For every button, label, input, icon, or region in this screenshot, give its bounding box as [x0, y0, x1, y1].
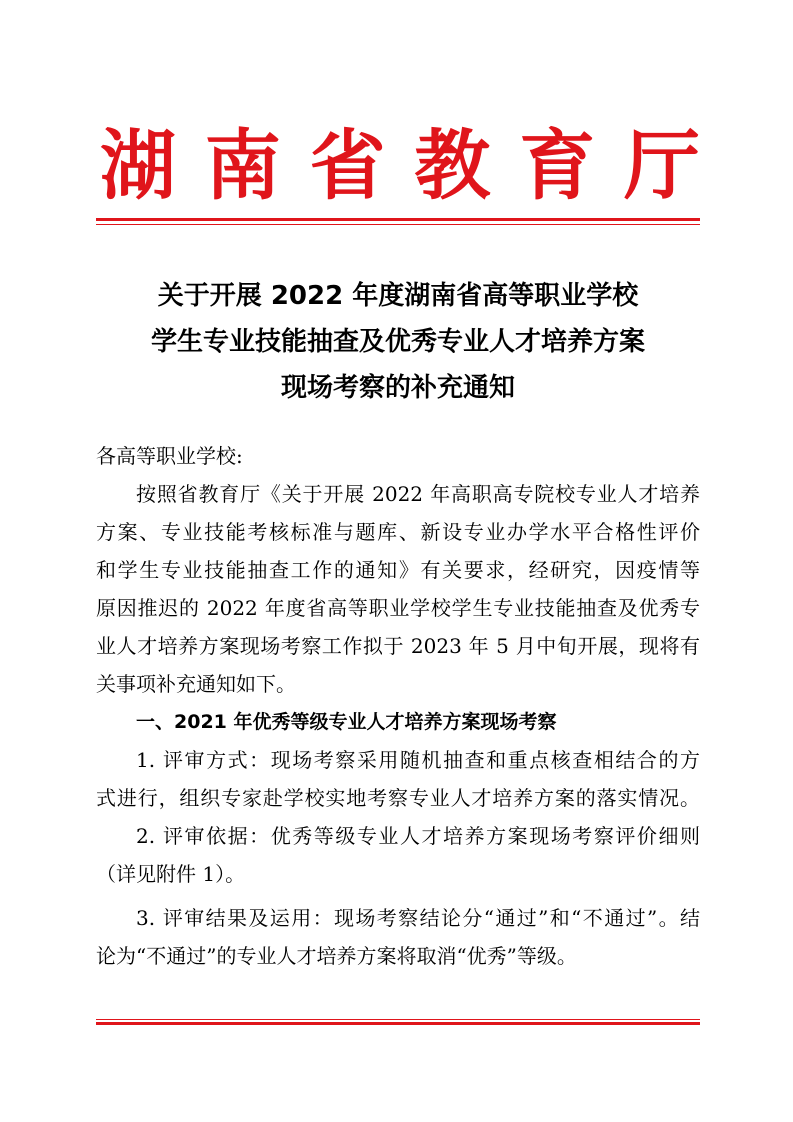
masthead-char: 湖	[100, 121, 176, 210]
paragraph-line: 和学生专业技能抽查工作的通知》有关要求，经研究，因疫情等	[96, 558, 700, 582]
salutation: 各高等职业学校:	[96, 444, 243, 468]
footer-rule-thin	[96, 1019, 700, 1020]
masthead-title	[100, 118, 700, 214]
footer-rule-thick	[96, 1022, 700, 1025]
paragraph-line: 按照省教育厅《关于开展 2022 年高职高专院校专业人才培养	[136, 482, 700, 506]
masthead-char: 南	[204, 121, 281, 210]
paragraph-line: 1. 评审方式：现场考察采用随机抽查和重点核查相结合的方	[136, 748, 700, 772]
masthead-char: 教	[414, 121, 491, 210]
masthead-char: 省	[309, 121, 386, 210]
paragraph-line: 原因推迟的 2022 年度省高等职业学校学生专业技能抽查及优秀专	[96, 596, 700, 620]
paragraph-line: 关事项补充通知如下。	[96, 672, 296, 696]
paragraph-line: 式进行，组织专家赴学校实地考察专业人才培养方案的落实情况。	[96, 786, 700, 810]
title-line: 关于开展 2022 年度湖南省高等职业学校	[157, 281, 639, 311]
paragraph-line: 业人才培养方案现场考察工作拟于 2023 年 5 月中旬开展，现将有	[96, 634, 700, 658]
paragraph-line: 论为“不通过”的专业人才培养方案将取消“优秀”等级。	[96, 944, 577, 968]
paragraph-line: （详见附件 1）。	[96, 862, 246, 886]
document-body	[96, 437, 700, 975]
masthead-char: 厅	[623, 121, 700, 210]
masthead-char: 育	[519, 121, 596, 210]
header-rule-thin	[96, 224, 700, 225]
title-line: 现场考察的补充通知	[280, 373, 515, 403]
section-heading: 一、2021 年优秀等级专业人才培养方案现场考察	[136, 711, 557, 733]
document-title	[96, 273, 700, 411]
paragraph-line: 3. 评审结果及运用：现场考察结论分“通过”和“不通过”。结	[136, 906, 700, 930]
header-rule-thick	[96, 218, 700, 221]
paragraph-line: 2. 评审依据：优秀等级专业人才培养方案现场考察评价细则	[136, 824, 700, 848]
paragraph-line: 方案、专业技能考核标准与题库、新设专业办学水平合格性评价	[96, 520, 700, 544]
title-line: 学生专业技能抽查及优秀专业人才培养方案	[150, 327, 645, 357]
